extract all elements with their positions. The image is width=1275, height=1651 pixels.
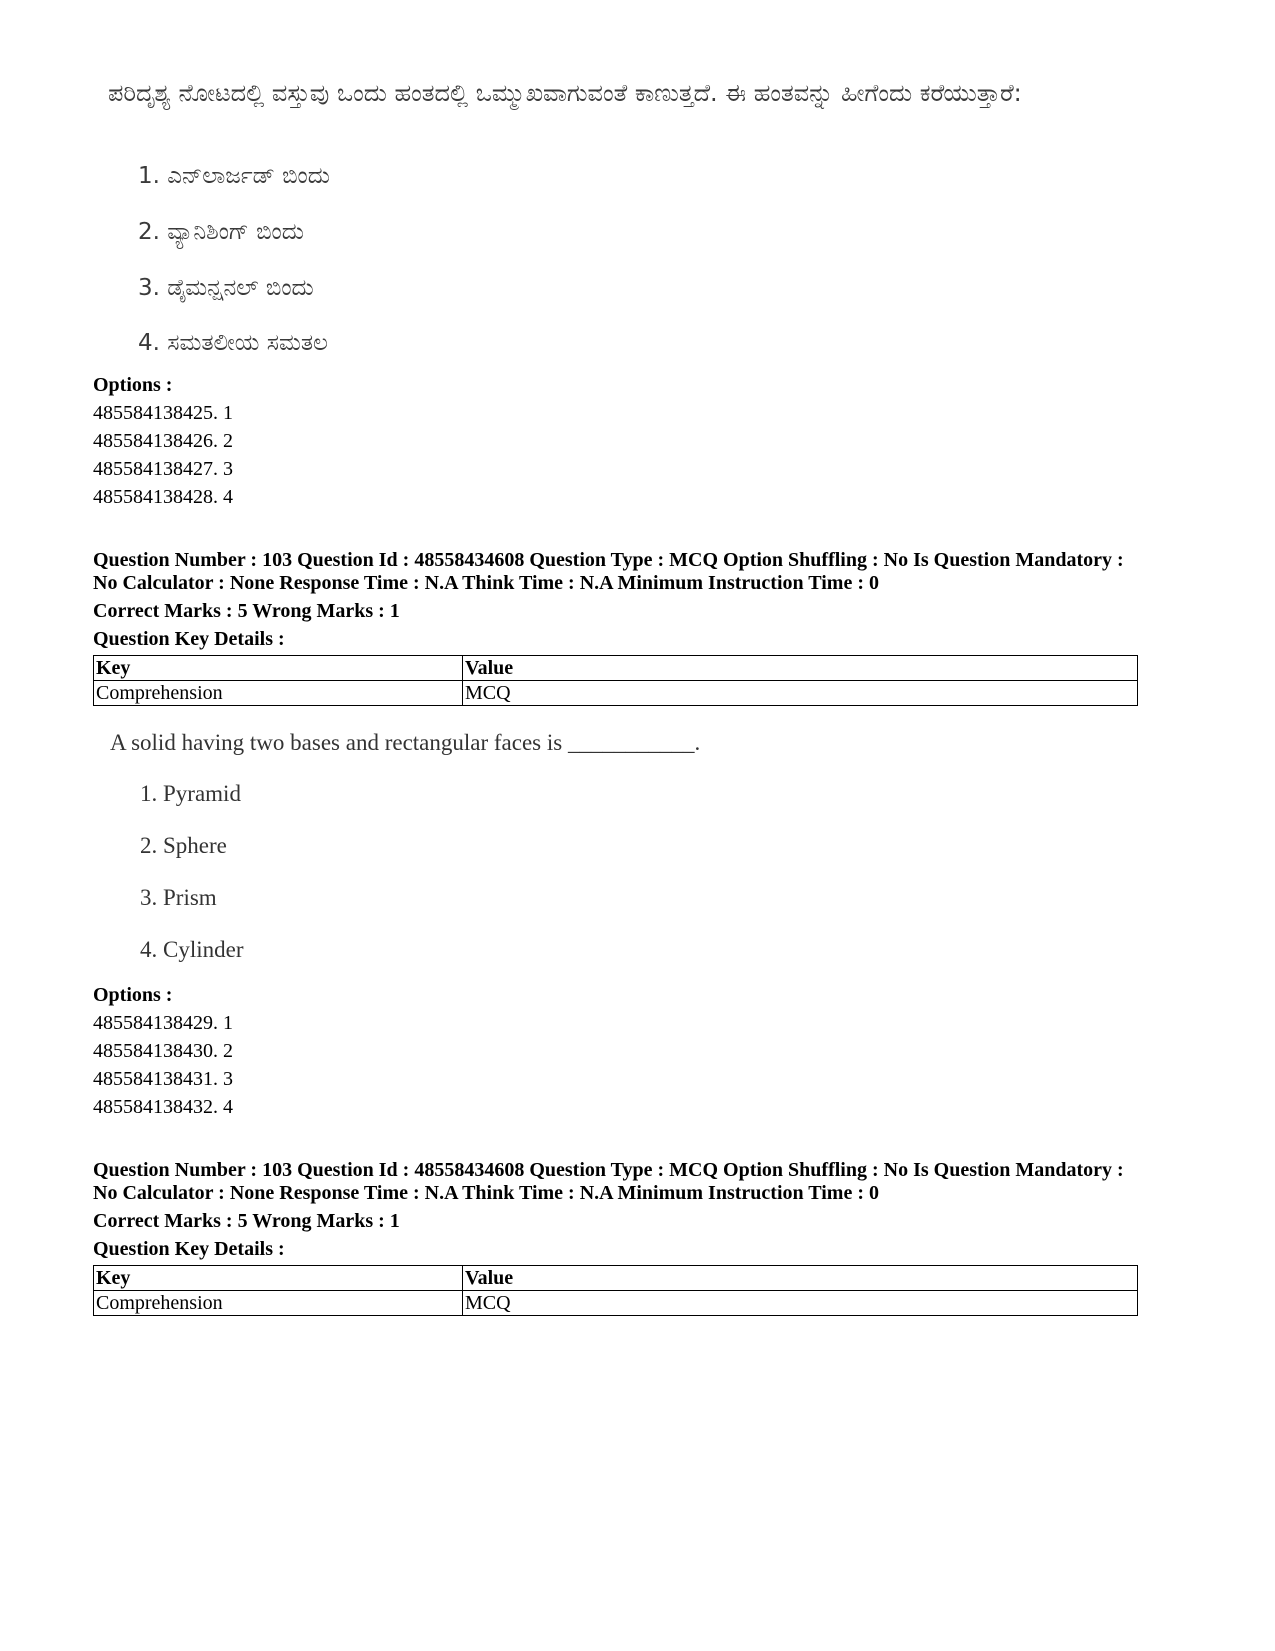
option-id-line: 485584138428. 4 xyxy=(93,486,233,508)
question-meta-line-2: No Calculator : None Response Time : N.A Think Time : N.A Minimum Instruction Time : 0 xyxy=(93,1182,879,1204)
english-question-stem: A solid having two bases and rectangular faces is ___________. xyxy=(110,730,701,755)
english-choice-3: 3. Prism xyxy=(140,885,217,910)
table-cell-key: Comprehension xyxy=(94,681,463,706)
question-meta-line-1: Question Number : 103 Question Id : 48558434608 Question Type : MCQ Option Shuffling : No Is Question Mandatory : xyxy=(93,549,1124,571)
table-cell-value: MCQ xyxy=(463,1291,1138,1316)
question-key-details-label: Question Key Details : xyxy=(93,1238,285,1260)
kannada-question-stem: ಪರಿದೃಶ್ಯ ನೋಟದಲ್ಲಿ ವಸ್ತುವು ಒಂದು ಹಂತದಲ್ಲಿ ಒಮ್ಮುಖವಾಗುವಂತೆ ಕಾಣುತ್ತದೆ. ಈ ಹಂತವನ್ನು ಹೀಗೆಂದು ಕರೆಯುತ್ತಾರೆ: xyxy=(108,79,1022,107)
option-id-line: 485584138425. 1 xyxy=(93,402,233,424)
option-id-line: 485584138430. 2 xyxy=(93,1040,233,1062)
english-choice-1: 1. Pyramid xyxy=(140,781,241,806)
english-choice-4: 4. Cylinder xyxy=(140,937,244,962)
table-cell-value: MCQ xyxy=(463,681,1138,706)
kannada-choice-2: 2. ವ್ಯಾನಿಶಿಂಗ್ ಬಿಂದು xyxy=(138,219,304,245)
option-id-line: 485584138426. 2 xyxy=(93,430,233,452)
table-header-key: Key xyxy=(94,1266,463,1291)
question-meta-line-2: No Calculator : None Response Time : N.A Think Time : N.A Minimum Instruction Time : 0 xyxy=(93,572,879,594)
table-header-key: Key xyxy=(94,656,463,681)
table-header-value: Value xyxy=(463,1266,1138,1291)
option-id-line: 485584138432. 4 xyxy=(93,1096,233,1118)
options-label: Options : xyxy=(93,374,173,396)
kannada-choice-1: 1. ಎನ್‌ಲಾರ್ಜಡ್ ಬಿಂದು xyxy=(138,163,330,189)
table-header-row xyxy=(94,1266,1138,1291)
question-key-table xyxy=(93,655,1138,706)
marks-line: Correct Marks : 5 Wrong Marks : 1 xyxy=(93,600,400,622)
table-cell-key: Comprehension xyxy=(94,1291,463,1316)
table-header-value: Value xyxy=(463,656,1138,681)
options-label: Options : xyxy=(93,984,173,1006)
option-id-line: 485584138427. 3 xyxy=(93,458,233,480)
question-key-table xyxy=(93,1265,1138,1316)
table-row xyxy=(94,681,1138,706)
table-header-row xyxy=(94,656,1138,681)
kannada-choice-3: 3. ಡೈಮನ್ಷನಲ್ ಬಿಂದು xyxy=(138,275,314,301)
question-meta-line-1: Question Number : 103 Question Id : 48558434608 Question Type : MCQ Option Shuffling : No Is Question Mandatory : xyxy=(93,1159,1124,1181)
marks-line: Correct Marks : 5 Wrong Marks : 1 xyxy=(93,1210,400,1232)
option-id-line: 485584138429. 1 xyxy=(93,1012,233,1034)
option-id-line: 485584138431. 3 xyxy=(93,1068,233,1090)
table-row xyxy=(94,1291,1138,1316)
question-key-details-label: Question Key Details : xyxy=(93,628,285,650)
english-choice-2: 2. Sphere xyxy=(140,833,227,858)
kannada-choice-4: 4. ಸಮತಲೀಯ ಸಮತಲ xyxy=(138,330,328,356)
